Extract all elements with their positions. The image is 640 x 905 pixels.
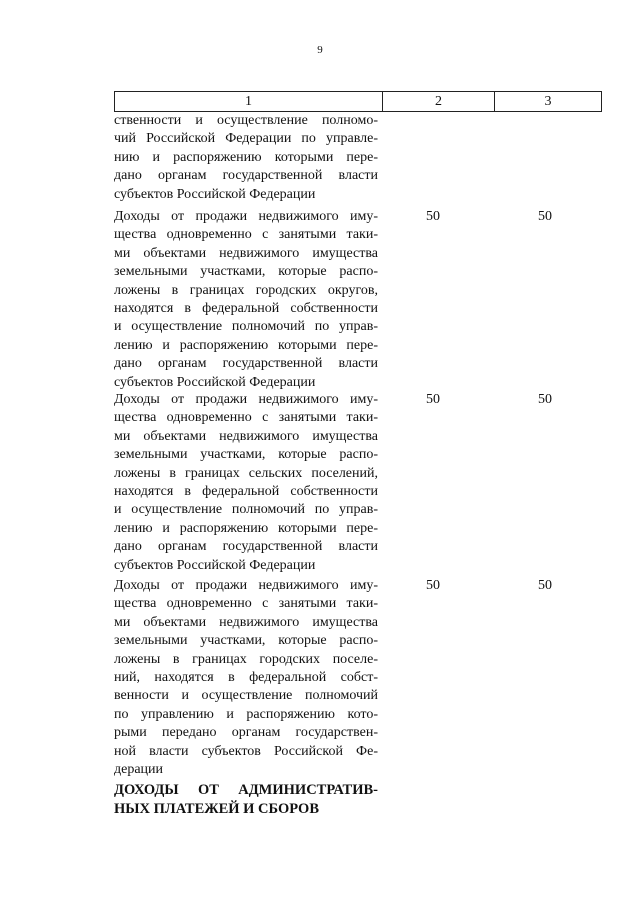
table-row xyxy=(114,391,602,575)
description-line: ной власти субъектов Российской Фе- xyxy=(114,743,378,759)
description-line: дано органам государственной власти xyxy=(114,539,378,555)
description-line: лению и распоряжению которыми пере- xyxy=(114,337,378,353)
row-value-column-2: 50 xyxy=(426,209,440,224)
column-header-1: 1 xyxy=(115,92,383,111)
row-description xyxy=(114,391,378,575)
description-line: земельными участками, которые распо- xyxy=(114,633,378,649)
description-line: ложены в границах сельских поселений, xyxy=(114,465,378,481)
column-header-3: 3 xyxy=(544,93,552,109)
section-title xyxy=(114,781,378,819)
description-line: ми объектами недвижимого имущества xyxy=(114,614,378,630)
description-line: земельными участками, которые распо- xyxy=(114,447,378,463)
description-line: земельными участками, которые распо- xyxy=(114,264,378,280)
description-line: ний, находятся в федеральной собст- xyxy=(114,670,378,686)
description-line: и осуществление полномочий по управ- xyxy=(114,319,378,335)
description-line: венности и осуществление полномочий xyxy=(114,688,378,704)
description-line: ми объектами недвижимого имущества xyxy=(114,428,378,444)
table-row xyxy=(114,208,602,392)
description-line: рыми передано органам государствен- xyxy=(114,725,378,741)
description-line: по управлению и распоряжению кото- xyxy=(114,706,378,722)
description-line: ложены в границах городских округов, xyxy=(114,282,378,298)
table-row xyxy=(114,112,602,204)
description-line: субъектов Российской Федерации xyxy=(114,374,316,390)
description-line: находятся в федеральной собственности xyxy=(114,484,378,500)
row-description xyxy=(114,208,378,392)
row-value-column-3: 50 xyxy=(538,209,552,224)
page-number: 9 xyxy=(317,44,323,56)
description-line: Доходы от продажи недвижимого иму- xyxy=(114,392,378,407)
description-line: находятся в федеральной собственности xyxy=(114,301,378,317)
description-line: щества одновременно с занятыми таки- xyxy=(114,596,378,612)
description-line: нию и распоряжению которыми пере- xyxy=(114,149,378,165)
row-value-column-2: 50 xyxy=(426,392,440,407)
description-line: Доходы от продажи недвижимого иму- xyxy=(114,209,378,224)
description-line: субъектов Российской Федерации xyxy=(114,186,316,202)
section-title-line-1: ДОХОДЫ ОТ АДМИНИСТРАТИВ- xyxy=(114,782,378,798)
description-line: Доходы от продажи недвижимого иму- xyxy=(114,578,378,593)
description-line: ми объектами недвижимого имущества xyxy=(114,245,378,261)
row-value-column-2: 50 xyxy=(426,578,440,593)
description-line: щества одновременно с занятыми таки- xyxy=(114,227,378,243)
row-value-column-3: 50 xyxy=(538,578,552,593)
table-column-header xyxy=(114,91,602,112)
row-description xyxy=(114,112,378,204)
column-header-2: 2 xyxy=(383,92,495,111)
description-line: дано органам государственной власти xyxy=(114,168,378,184)
description-line: щества одновременно с занятыми таки- xyxy=(114,410,378,426)
description-line: и осуществление полномочий по управ- xyxy=(114,502,378,518)
description-line: ложены в границах городских поселе- xyxy=(114,651,378,667)
description-line: ственности и осуществление полномо- xyxy=(114,113,378,128)
section-title-line-2: НЫХ ПЛАТЕЖЕЙ И СБОРОВ xyxy=(114,801,320,817)
description-line: субъектов Российской Федерации xyxy=(114,557,316,573)
description-line: лению и распоряжению которыми пере- xyxy=(114,520,378,536)
description-line: дано органам государственной власти xyxy=(114,356,378,372)
description-line: дерации xyxy=(114,762,164,778)
row-description xyxy=(114,577,378,779)
description-line: чий Российской Федерации по управле- xyxy=(114,131,378,147)
row-value-column-3: 50 xyxy=(538,392,552,407)
table-row xyxy=(114,577,602,779)
